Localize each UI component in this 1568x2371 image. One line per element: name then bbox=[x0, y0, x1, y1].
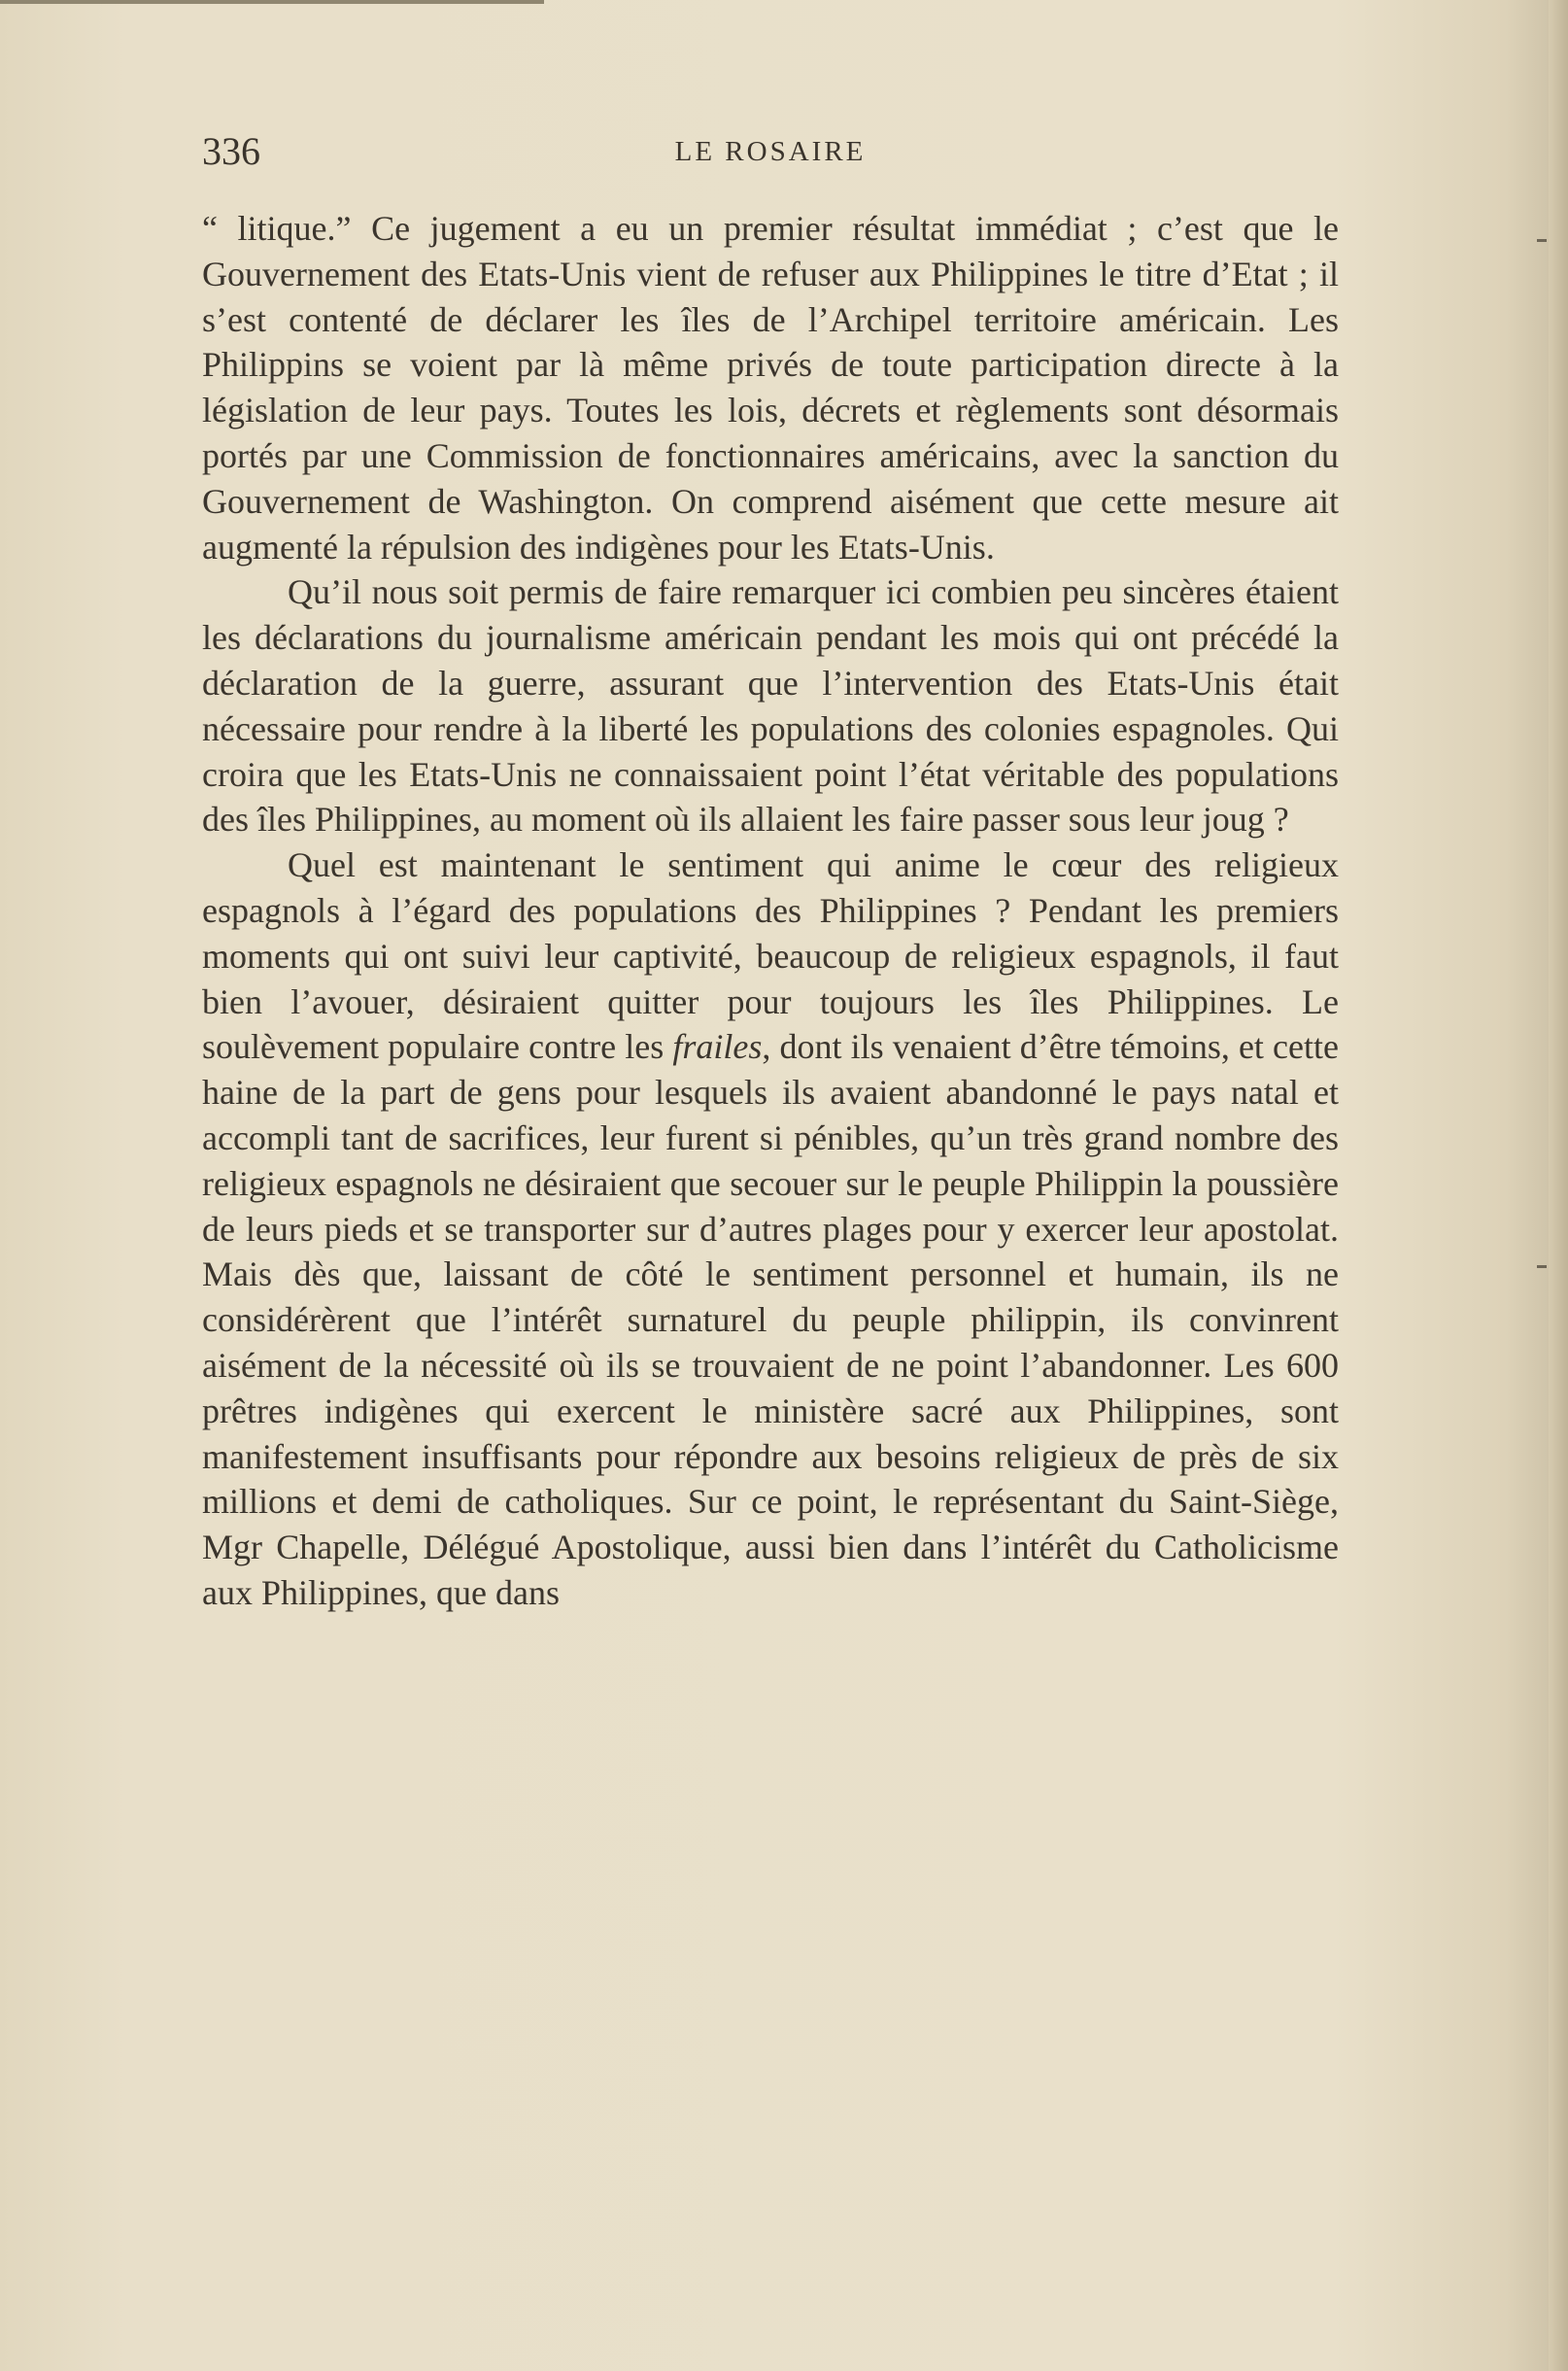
paragraph-2: Qu’il nous soit permis de faire remarquer ici combien peu sincères étaient les déclarations du journalisme américain pendant les mois qui ont précédé la déclaration de la guerre, assurant que l’intervention des Etats-Unis était nécessaire pour rendre à la liberté les populations des colonies espagnoles. Qui croira que les Etats-Unis ne connaissaient point l’état véritable des populations des îles Philippines, au moment où ils allaient les faire passer sous leur joug ? bbox=[202, 572, 1339, 840]
page-number: 336 bbox=[202, 129, 260, 173]
margin-mark bbox=[1537, 1265, 1547, 1268]
italic-term-frailes: frailes bbox=[672, 1027, 763, 1067]
page-right-edge bbox=[1549, 0, 1568, 2371]
paragraph-3 bbox=[202, 842, 1339, 1616]
running-title: LE ROSAIRE bbox=[674, 136, 867, 167]
body-text bbox=[202, 206, 1339, 1616]
paragraph-3-text-after: , dont ils venaient d’être témoins, et cette haine de la part de gens pour lesquels ils avaient abandonné le pays natal et accompli tant de sacrifices, leur furent si pénibles, qu’un très grand nombre des religieux espagnols ne désiraient que secouer sur le peuple Philippin la poussière de leurs pieds et se transporter sur d’autres plages pour y exercer leur apostolat. Mais dès que, laissant de côté le sentiment personnel et humain, ils ne considérèrent que l’intérêt surnaturel du peuple philippin, ils convinrent aisément de la nécessité où ils se trouvaient de ne point l’abandonner. Les 600 prêtres indigènes qui exercent le ministère sacré aux Philippines, sont manifestement insuffisants pour répondre aux besoins religieux de près de six millions et demi de catholiques. Sur ce point, le représentant du Saint-Siège, Mgr Chapelle, Délégué Apostolique, aussi bien dans l’intérêt du Catholicisme aux Philippines, que dans bbox=[202, 1027, 1339, 1612]
paragraph-3-text-before: Quel est maintenant le sentiment qui anime le cœur des religieux espagnols à l’égard des populations des Philippines ? Pendant les premiers moments qui ont suivi leur captivité, beaucoup de religieux espagnols, il faut bien l’avouer, désiraient quitter pour toujours les îles Philippines. Le soulèvement populaire contre les bbox=[202, 845, 1339, 1067]
paragraph-1: “ litique.” Ce jugement a eu un premier résultat immédiat ; c’est que le Gouvernement des Etats-Unis vient de refuser aux Philippines le titre d’Etat ; il s’est contenté de déclarer les îles de l’Archipel territoire américain. Les Philippins se voient par là même privés de toute participation directe à la législation de leur pays. Toutes les lois, décrets et règlements sont désormais portés par une Commission de fonctionnaires américains, avec la sanction du Gouvernement de Washington. On comprend aisément que cette mesure ait augmenté la répulsion des indigènes pour les Etats-Unis. bbox=[202, 209, 1339, 567]
margin-mark bbox=[1537, 239, 1547, 242]
page-header bbox=[202, 128, 1339, 175]
page-top-edge bbox=[0, 0, 544, 4]
